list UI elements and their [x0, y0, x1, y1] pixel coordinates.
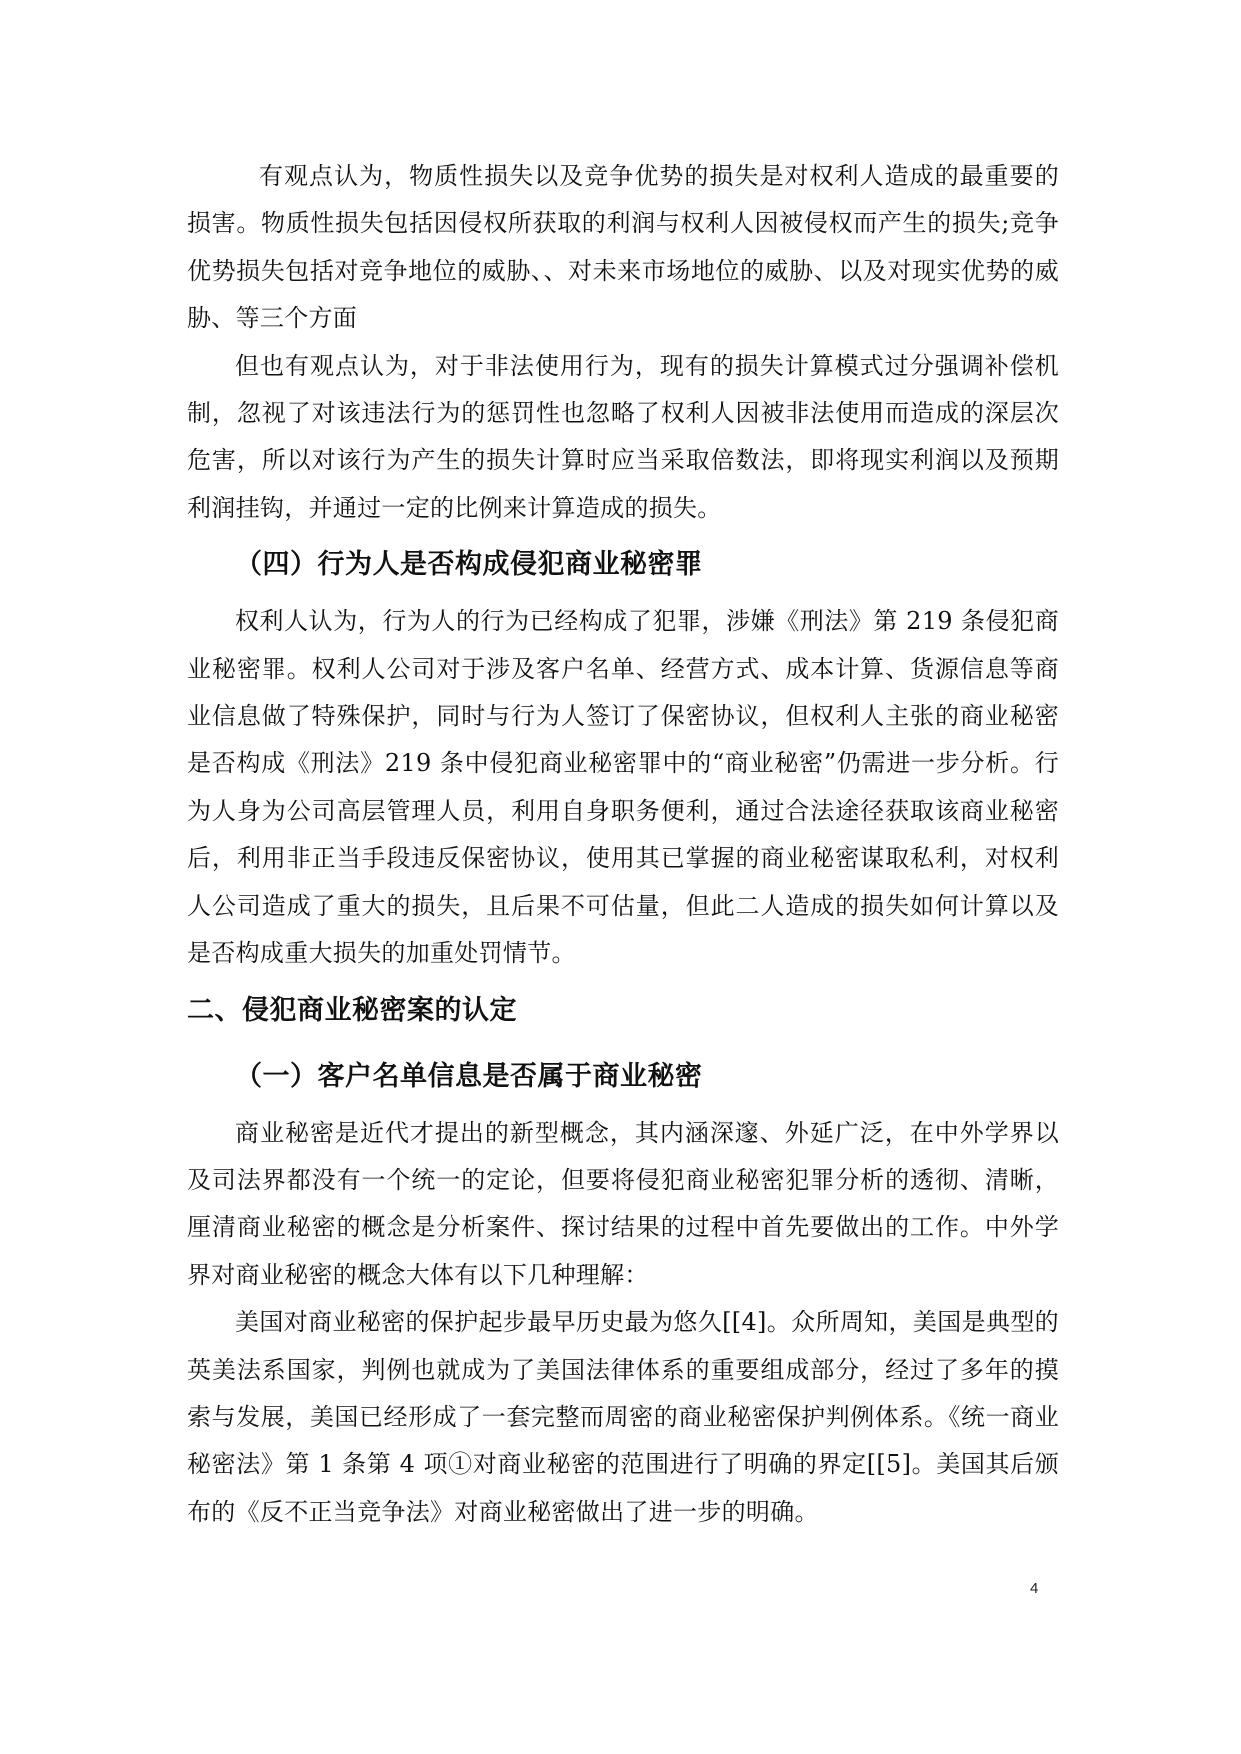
section-heading-customer-list: （一）客户名单信息是否属于商业秘密 — [235, 1060, 703, 1092]
document-body — [187, 153, 1059, 1536]
page-number: 4 — [1030, 1580, 1039, 1597]
paragraph-multiplier-method: 但也有观点认为，对于非法使用行为，现有的损失计算模式过分强调补偿机制，忽视了对该违法行为的惩罚性也忽略了权利人因被非法使用而造成的深层次危害，所以对该行为产生的损失计算时应当采取倍数法，即将现实利润以及预期利润挂钩，并通过一定的比例来计算造成的损失。 — [187, 351, 1059, 522]
paragraph-material-loss: 有观点认为，物质性损失以及竞争优势的损失是对权利人造成的最重要的损害。物质性损失包括因侵权所获取的利润与权利人因被侵权而产生的损失;竞争优势损失包括对竞争地位的威胁、、对未来市场地位的威胁、以及对现实优势的威胁、等三个方面 — [187, 162, 1059, 333]
paragraph-trade-secret-concept: 商业秘密是近代才提出的新型概念，其内涵深邃、外延广泛，在中外学界以及司法界都没有一个统一的定论，但要将侵犯商业秘密犯罪分析的透彻、清晰，厘清商业秘密的概念是分析案件、探讨结果的过程中首先要做出的工作。中外学界对商业秘密的概念大体有以下几种理解： — [187, 1118, 1059, 1289]
paragraph-crime-analysis: 权利人认为，行为人的行为已经构成了犯罪，涉嫌《刑法》第 219 条侵犯商业秘密罪。权利人公司对于涉及客户名单、经营方式、成本计算、货源信息等商业信息做了特殊保护，同时与行为人签订了保密协议，但权利人主张的商业秘密是否构成《刑法》219 条中侵犯商业秘密罪中的“商业秘密”仍需进一步分析。行为人身为公司高层管理人员，利用自身职务便利，通过合法途径获取该商业秘密后，利用非正当手段违反保密协议，使用其已掌握的商业秘密谋取私利，对权利人公司造成了重大的损失，且后果不可估量，但此二人造成的损失如何计算以及是否构成重大损失的加重处罚情节。 — [187, 607, 1059, 968]
paragraph-us-protection: 美国对商业秘密的保护起步最早历史最为悠久[[4]。众所周知，美国是典型的英美法系国家，判例也就成为了美国法律体系的重要组成部分，经过了多年的摸索与发展，美国已经形成了一套完整而周密的商业秘密保护判例体系。《统一商业秘密法》第 1 条第 4 项①对商业秘密的范围进行了明确的界定[[5]。美国其后颁布的《反不正当竞争法》对商业秘密做出了进一步的明确。 — [187, 1308, 1059, 1526]
chapter-heading: 二、侵犯商业秘密案的认定 — [187, 994, 517, 1026]
section-heading-crime: （四）行为人是否构成侵犯商业秘密罪 — [235, 549, 703, 581]
